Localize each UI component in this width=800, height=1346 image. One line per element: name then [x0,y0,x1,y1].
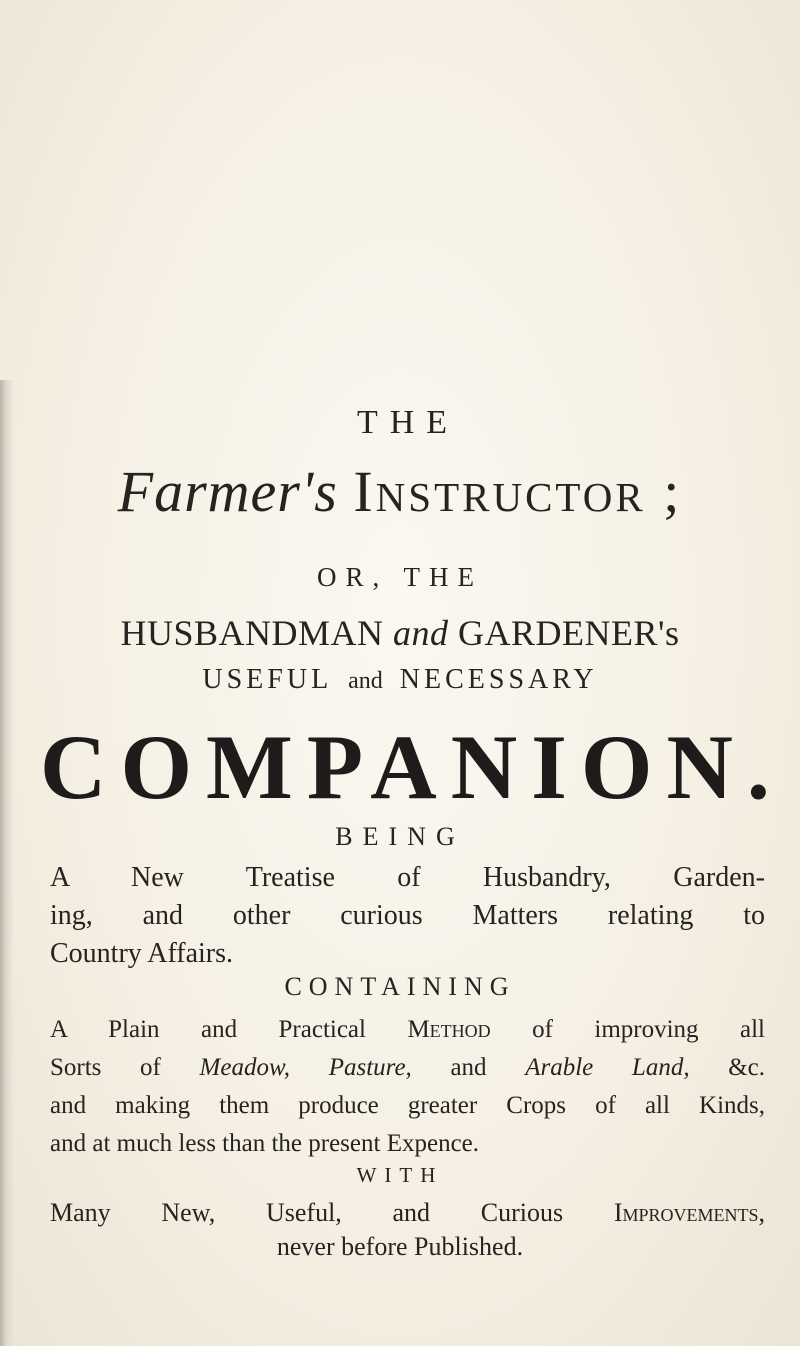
sorts-of: Sorts of [50,1054,161,1081]
husbandman-word: HUSBANDMAN [120,613,384,653]
treatise-line-3: Country Affairs. [50,938,234,969]
improvements-word: Improvements, [613,1198,766,1227]
improvements-paragraph [50,1195,765,1233]
useful-word: USEFUL [202,664,332,695]
useful-and: and [348,668,383,694]
method-line-1-b: of improving all [532,1016,765,1043]
never-published-line: never before Published. [276,1232,524,1261]
method-line-1-a: A Plain and Practical [50,1016,366,1043]
method-line-2 [50,1050,765,1088]
title-instructor: Instructor ; [353,459,683,524]
title-farmers: Farmer's [117,459,338,524]
method-word: Method [407,1016,491,1043]
method-line-3: and making them produce greater Crops of all Kinds, [50,1092,765,1119]
companion-heading: COMPANION. [40,716,784,818]
arable-land-word: Arable Land, [525,1054,690,1081]
with-line: WITH [356,1163,444,1187]
treatise-paragraph [50,860,765,974]
main-title [0,458,800,525]
etc-word: &c. [728,1054,766,1081]
meadow-word: Meadow, [199,1054,291,1081]
treatise-line-2: ing, and other curious Matters relating to [50,900,765,931]
pasture-word: Pasture, [328,1054,412,1081]
method-line-1 [50,1012,765,1050]
improvements-text: Many New, Useful, and Curious [50,1198,564,1227]
method-paragraph [50,1012,765,1164]
useful-necessary-line [0,664,800,696]
husbandman-line [0,612,800,654]
improvements-line [50,1195,765,1233]
or-the-line: OR, THE [316,562,483,592]
treatise-line-1: A New Treatise of Husbandry, Garden- [50,862,765,893]
containing-line: CONTAINING [284,972,516,1001]
husbandman-and: and [393,613,449,653]
method-line-4: and at much less than the present Expence. [50,1130,480,1157]
gardeners-word: GARDENER's [458,613,680,653]
heading-the: THE [356,404,460,441]
and-word: and [450,1054,487,1081]
necessary-word: NECESSARY [399,664,598,695]
being-line: BEING [335,822,465,851]
